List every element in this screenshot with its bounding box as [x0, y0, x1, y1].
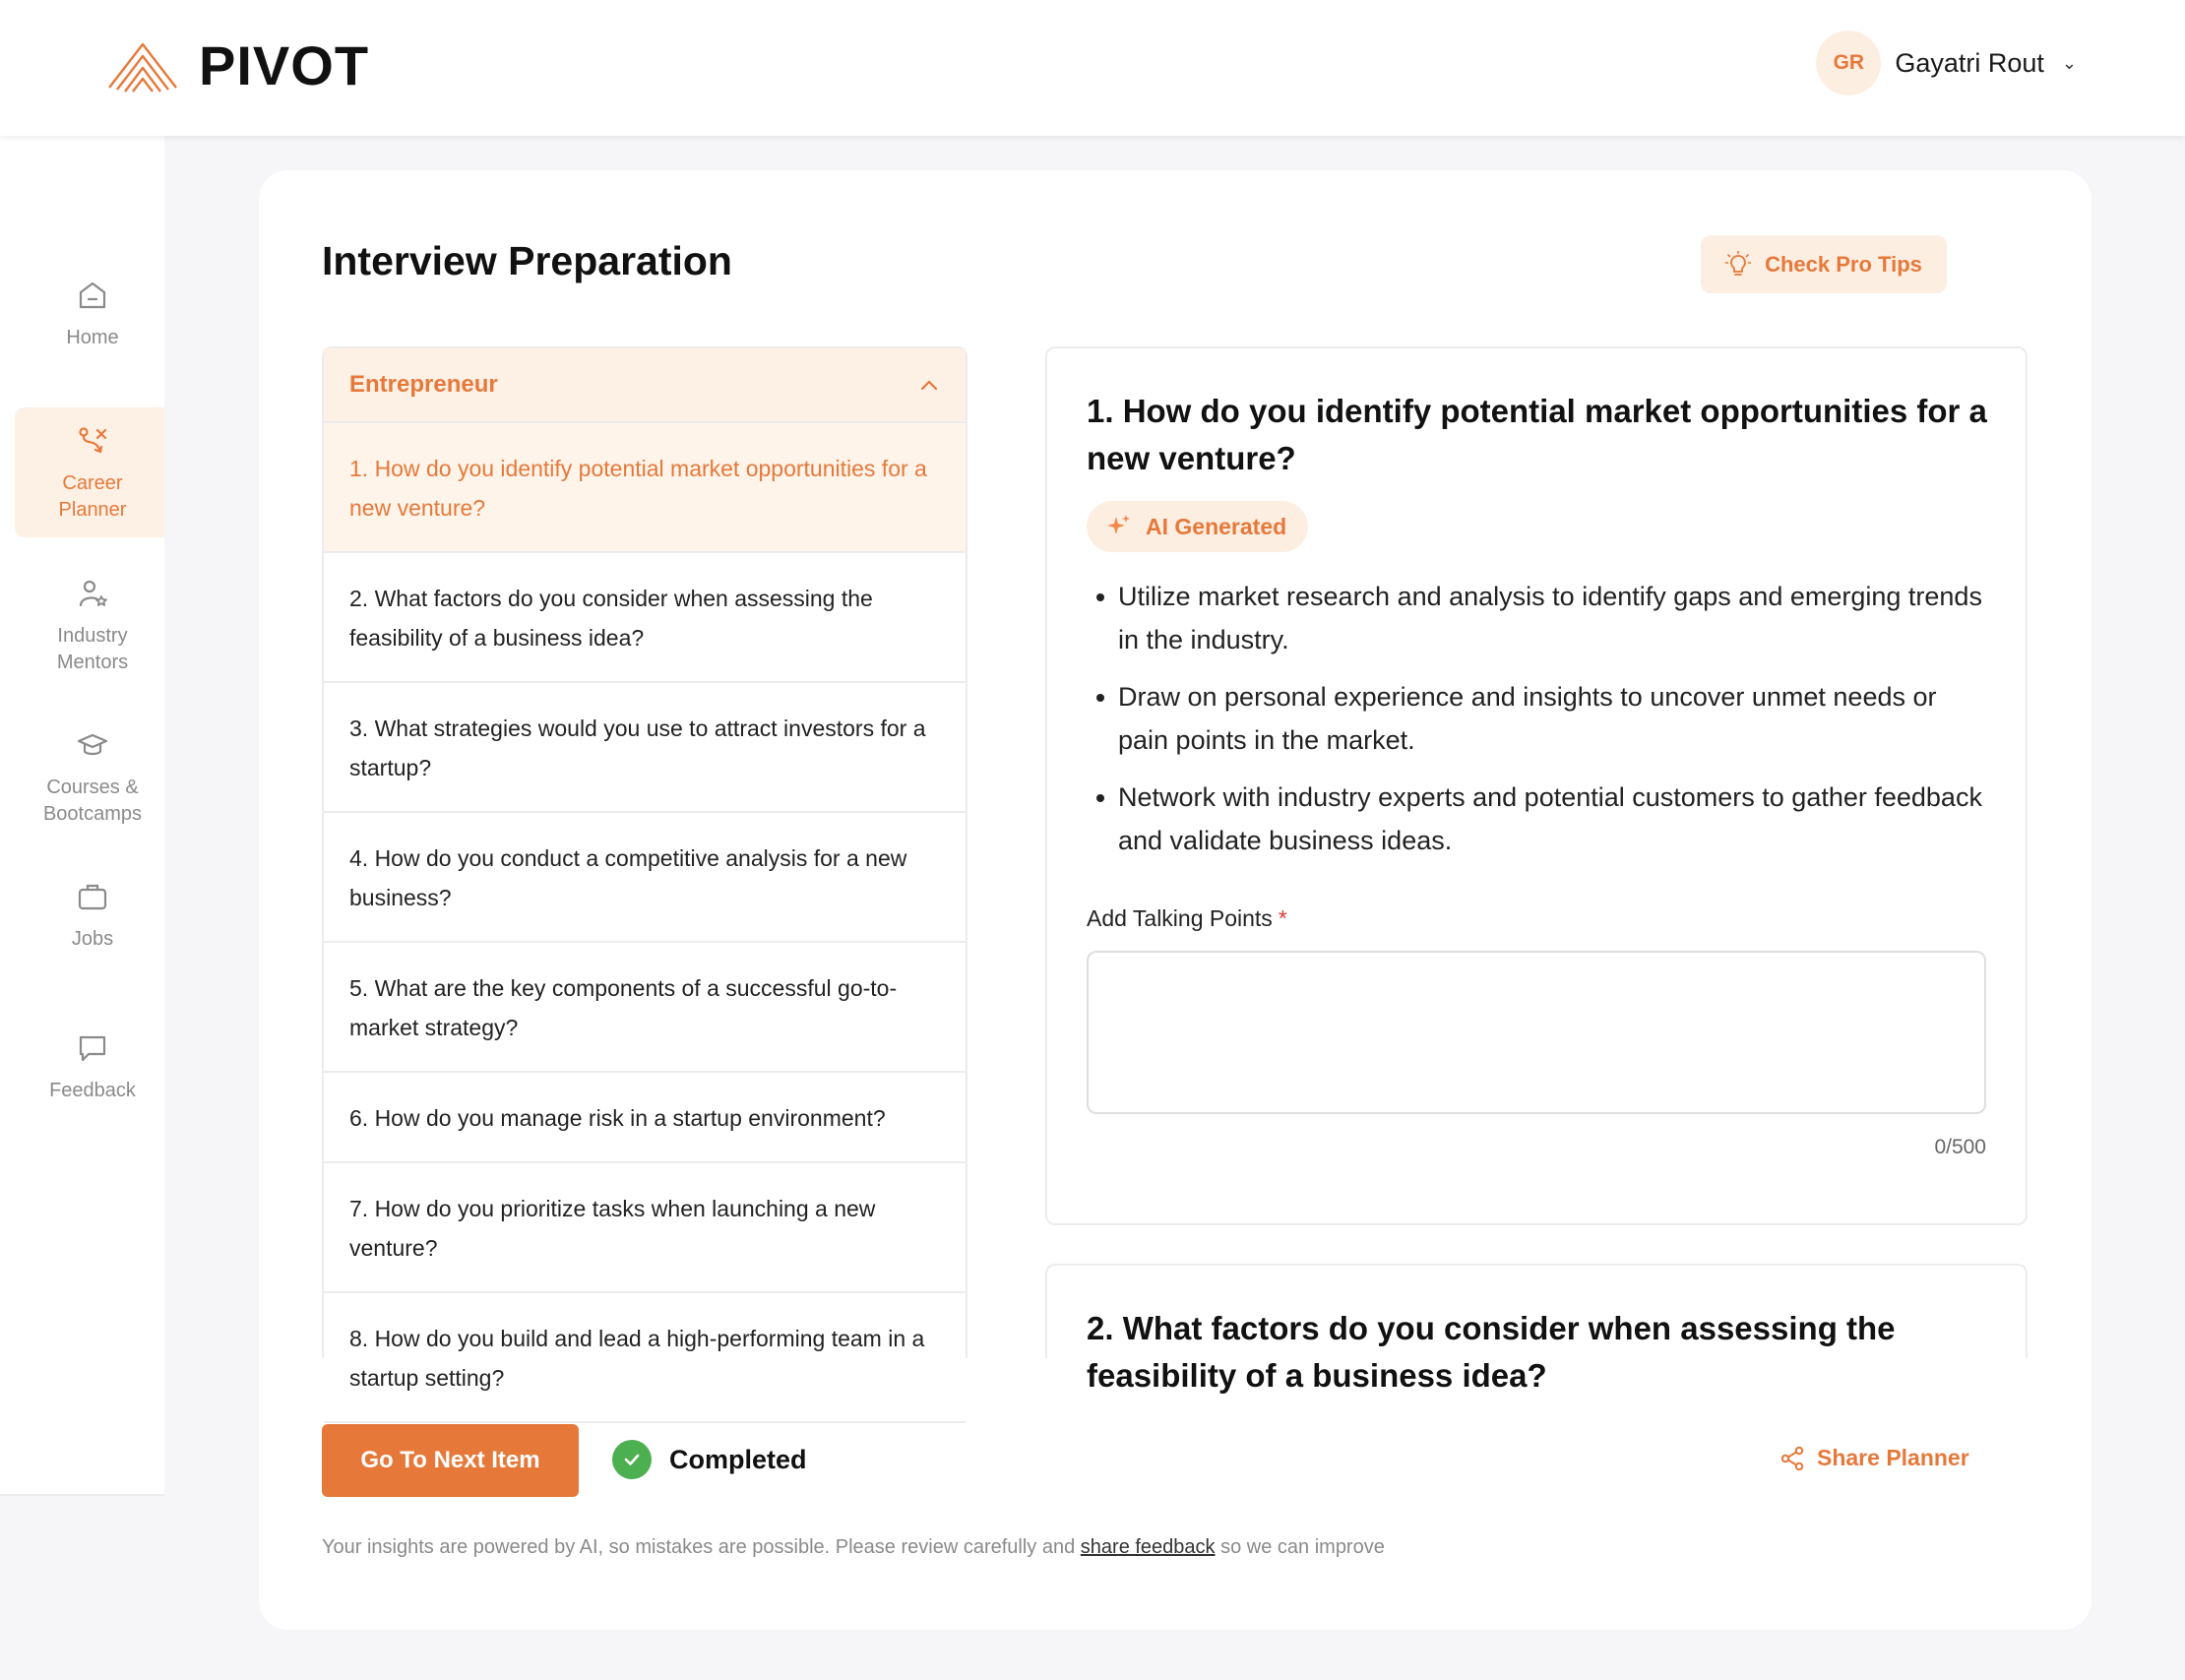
ai-generated-badge — [1087, 501, 1308, 552]
completed-toggle[interactable] — [612, 1440, 807, 1479]
char-count: 0/500 — [1934, 1136, 1986, 1158]
share-planner-button[interactable] — [1779, 1445, 1969, 1471]
chevron-up-icon — [920, 379, 938, 391]
sidebar-item-industry-mentors[interactable] — [15, 560, 170, 690]
question-list-item[interactable]: 5. What are the key components of a successful go-to-market strategy? — [324, 943, 966, 1073]
sidebar-item-label: Industry Mentors — [56, 625, 129, 673]
category-accordion-header[interactable] — [324, 348, 966, 423]
answer-bullet: Network with industry experts and potential customers to gather feedback and validate business ideas. — [1087, 776, 1992, 862]
sidebar — [0, 136, 184, 1496]
question-list-item[interactable]: 8. How do you build and lead a high-performing team in a startup setting? — [324, 1293, 966, 1423]
sparkle-icon — [1106, 514, 1132, 539]
question-list-panel — [322, 346, 968, 1391]
sidebar-item-label: Courses & Bootcamps — [42, 777, 143, 825]
sidebar-item-label: Feedback — [49, 1080, 136, 1101]
avatar: GR — [1816, 31, 1881, 95]
user-menu[interactable] — [1816, 31, 2077, 95]
pivot-logo-icon — [106, 38, 179, 93]
mentor-icon — [73, 574, 112, 613]
chat-bubble-icon — [73, 1028, 112, 1068]
career-path-icon — [73, 421, 112, 461]
question-detail-panel-next — [1045, 1264, 2028, 1394]
chevron-down-icon: ⌄ — [2061, 52, 2077, 73]
question-title: 1. How do you identify potential market opportunities for a new venture? — [1087, 393, 1987, 476]
brand-logo[interactable] — [106, 33, 369, 97]
sidebar-item-jobs[interactable] — [15, 863, 170, 966]
briefcase-icon — [73, 877, 112, 916]
sidebar-item-label: Jobs — [71, 928, 114, 950]
check-icon — [612, 1440, 652, 1479]
question-detail-panel — [1045, 346, 2028, 1225]
top-header — [0, 0, 2185, 136]
answer-bullet: Utilize market research and analysis to identify gaps and emerging trends in the industry. — [1087, 575, 1992, 661]
sidebar-item-home[interactable] — [15, 262, 170, 365]
category-label: Entrepreneur — [349, 371, 498, 398]
talking-points-label: Add Talking Points * — [1087, 905, 1287, 931]
page-title: Interview Preparation — [322, 238, 732, 283]
completed-label: Completed — [669, 1444, 807, 1474]
question-title: 2. What factors do you consider when assessing the feasibility of a business idea? — [1087, 1310, 1896, 1394]
share-icon — [1779, 1446, 1805, 1471]
lightbulb-icon — [1725, 251, 1751, 279]
sidebar-item-label: Home — [66, 327, 119, 348]
talking-points-input[interactable] — [1087, 951, 1986, 1114]
ai-generated-label: AI Generated — [1146, 513, 1287, 539]
ai-disclaimer: Your insights are powered by AI, so mistakes are possible. Please review carefully and share feedback so we can improve — [322, 1536, 1385, 1558]
sidebar-item-feedback[interactable] — [15, 1015, 170, 1118]
sidebar-item-label: Career Planner — [58, 472, 127, 521]
question-list-item[interactable]: 3. What strategies would you use to attract investors for a startup? — [324, 683, 966, 813]
home-icon — [73, 276, 112, 315]
question-list-item[interactable]: 1. How do you identify potential market opportunities for a new venture? — [324, 423, 966, 553]
question-list-item[interactable]: 7. How do you prioritize tasks when launching a new venture? — [324, 1163, 966, 1293]
required-mark: * — [1278, 905, 1287, 931]
question-list-item[interactable]: 2. What factors do you consider when assessing the feasibility of a business idea? — [324, 553, 966, 683]
sidebar-item-career-planner[interactable] — [15, 407, 170, 537]
question-list-item[interactable]: 6. How do you manage risk in a startup environment? — [324, 1073, 966, 1163]
share-feedback-link[interactable]: share feedback — [1080, 1536, 1216, 1558]
answer-bullet: Draw on personal experience and insights to uncover unmet needs or pain points in the market. — [1087, 675, 1992, 762]
question-list-item[interactable]: 4. How do you conduct a competitive analysis for a new business? — [324, 813, 966, 943]
pro-tips-label: Check Pro Tips — [1765, 251, 1922, 277]
graduation-cap-icon — [73, 725, 112, 765]
user-name: Gayatri Rout — [1895, 47, 2044, 78]
go-to-next-item-button[interactable]: Go To Next Item — [322, 1424, 579, 1497]
answer-bullets — [1087, 575, 1992, 876]
share-planner-label: Share Planner — [1817, 1445, 1969, 1470]
brand-name: PIVOT — [199, 34, 370, 96]
sidebar-item-courses-bootcamps[interactable] — [15, 712, 170, 841]
check-pro-tips-button[interactable] — [1701, 235, 1947, 293]
